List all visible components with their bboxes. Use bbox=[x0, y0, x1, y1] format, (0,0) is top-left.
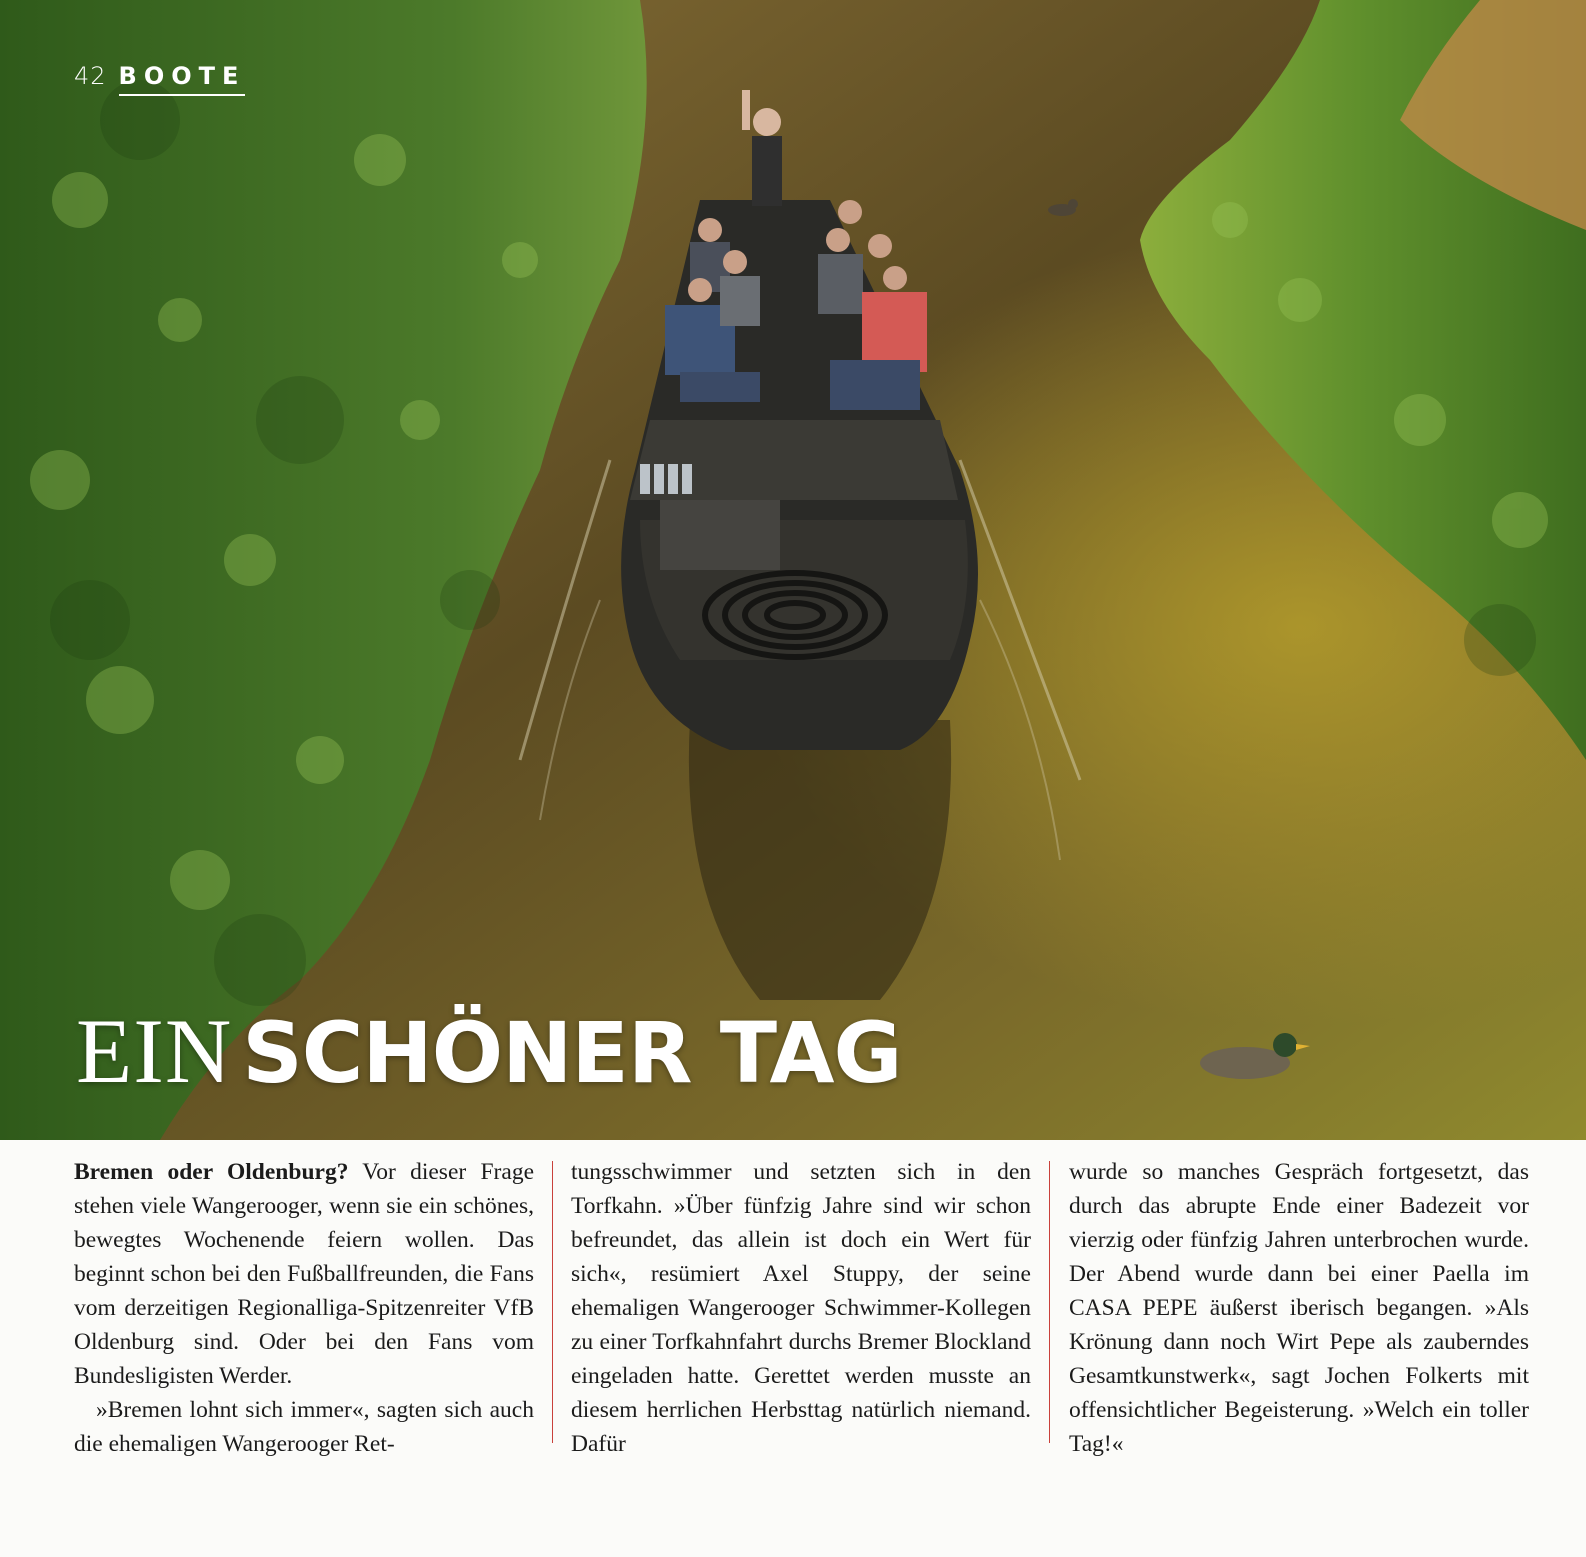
paragraph-4: wurde so manches Gespräch fortgesetzt, das durch das abrupte Ende einer Badezeit vor vierzig oder fünfzig Jahren unterbrochen wurde. Der Abend wurde dann bei einer Paella im CASA PEPE äußerst iberisch begangen. »Als Krönung dann noch Wirt Pepe als zauberndes Gesamtkunstwerk«, sagt Jochen Folkerts mit offensichtlicher Begeisterung. »Welch ein toller Tag!« bbox=[1069, 1159, 1529, 1457]
article-headline bbox=[76, 1000, 902, 1102]
column-divider bbox=[1049, 1161, 1050, 1443]
column-1 bbox=[74, 1155, 534, 1461]
paragraph-1-text: Vor dieser Frage stehen viele Wangerooger, wenn sie ein schönes, bewegtes Wochenende feiern wollen. Das beginnt schon bei den Fußballfreunden, die Fans vom derzeitigen Regionalliga-Spitzenreiter VfB Oldenburg sind. Oder bei den Fans vom Bundesligisten Werder. bbox=[74, 1159, 534, 1389]
column-3 bbox=[1069, 1155, 1529, 1461]
page-number: 42 bbox=[74, 62, 107, 90]
headline-bold: SCHÖNER TAG bbox=[242, 1004, 902, 1102]
section-label: BOOTE bbox=[119, 62, 246, 96]
lead-question: Bremen oder Oldenburg? bbox=[74, 1159, 349, 1185]
column-divider bbox=[552, 1161, 553, 1443]
page-header bbox=[74, 62, 245, 96]
headline-light: EIN bbox=[76, 1000, 233, 1102]
paragraph-1 bbox=[74, 1155, 534, 1393]
article-body bbox=[74, 1155, 1529, 1535]
paragraph-3: tungsschwimmer und setzten sich in den Torfkahn. »Über fünfzig Jahre sind wir schon befreundet, das allein ist doch ein Wert für sich«, resümiert Axel Stuppy, der seine ehemaligen Wangerooger Schwimmer-Kollegen zu einer Torfkahnfahrt durchs Bremer Blockland eingeladen hatte. Gerettet werden musste an diesem herrlichen Herbsttag natürlich niemand. Dafür bbox=[571, 1159, 1031, 1457]
paragraph-2: »Bremen lohnt sich immer«, sagten sich auch die ehemaligen Wangerooger Ret- bbox=[74, 1397, 534, 1457]
column-2 bbox=[571, 1155, 1031, 1461]
